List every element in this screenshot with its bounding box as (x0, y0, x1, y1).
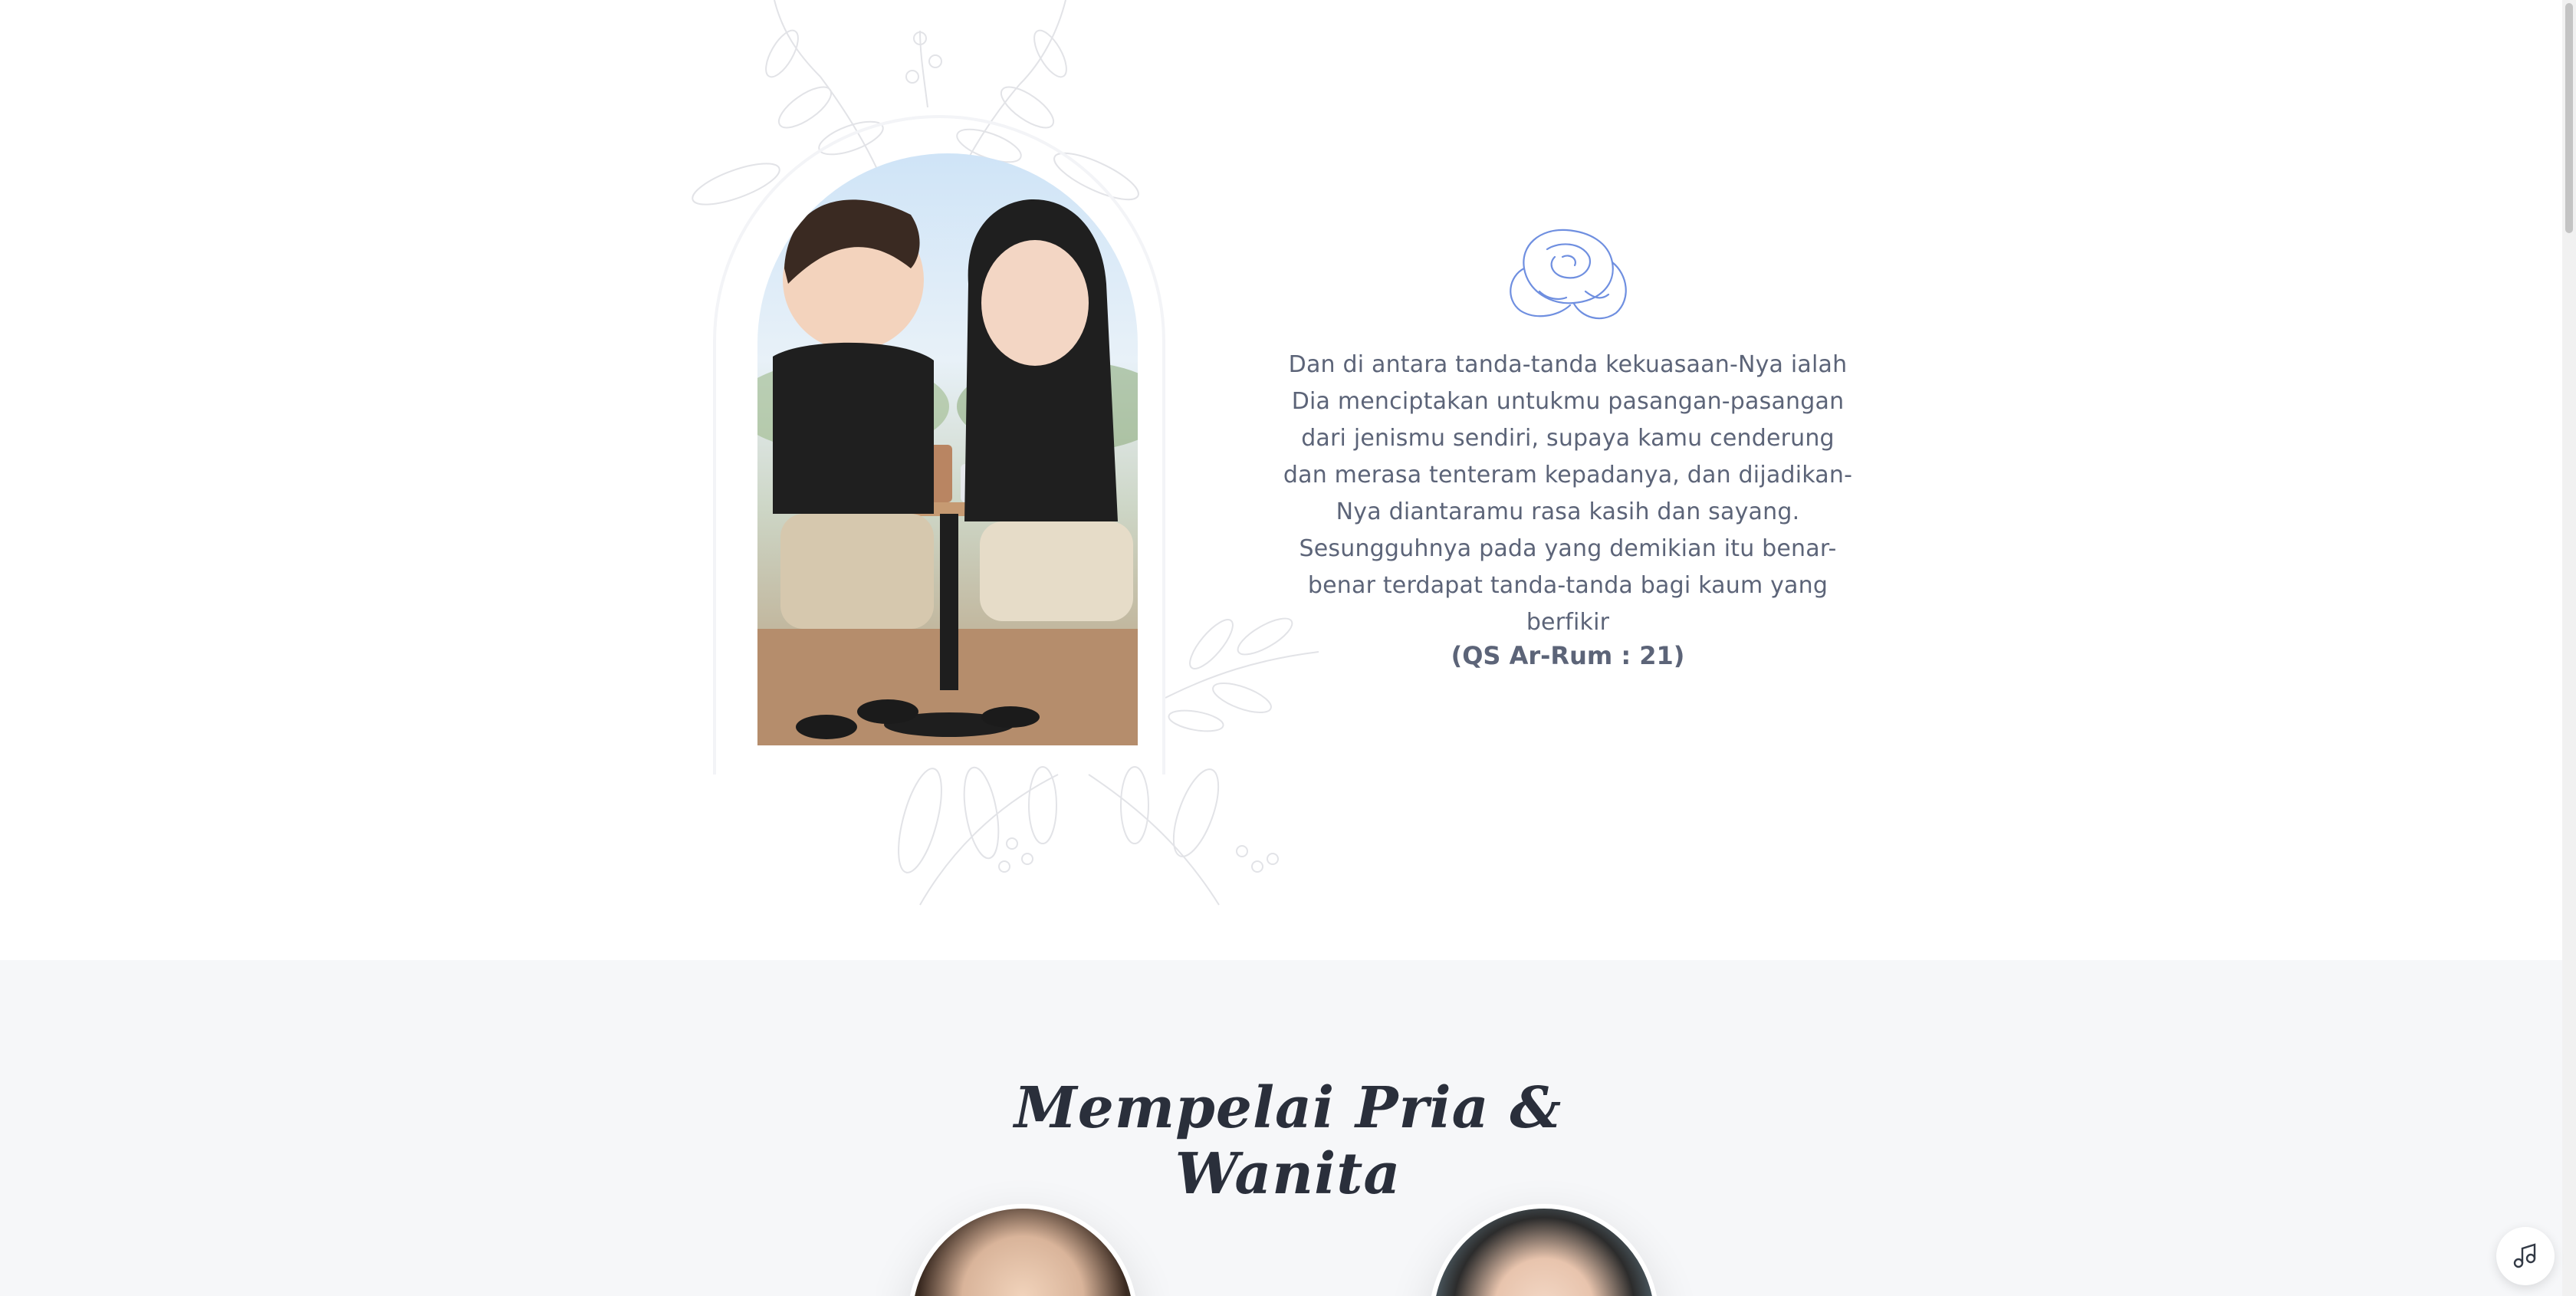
scrollbar-thumb[interactable] (2565, 3, 2573, 233)
groom-avatar (908, 1204, 1138, 1296)
quran-verse-source: (QS Ar-Rum : 21) (1451, 641, 1685, 670)
page-scrollbar[interactable] (2562, 0, 2576, 1296)
bride-avatar (1429, 1204, 1659, 1296)
music-note-icon (2510, 1241, 2541, 1271)
couple-section (0, 960, 2562, 1296)
couple-photo (757, 153, 1138, 745)
rose-outline-icon (1493, 215, 1639, 330)
quran-verse-text: Dan di antara tanda-tanda kekuasaan-Nya ialah Dia menciptakan untukmu pasangan-pasangan dari jenismu sendiri, supaya kamu cenderung dan merasa tenteram kepadanya, dan dijadikan-Nya diantaramu rasa kasih dan sayang. Sesungguhnya pada yang demikian itu benar-benar terdapat tanda-tanda bagi kaum yang berfikir (1283, 351, 1853, 636)
music-toggle-button[interactable] (2496, 1227, 2555, 1285)
couple-section-title: Mempelai Pria & Wanita (1014, 1075, 1562, 1207)
floral-ornament-bottom (859, 759, 1288, 913)
